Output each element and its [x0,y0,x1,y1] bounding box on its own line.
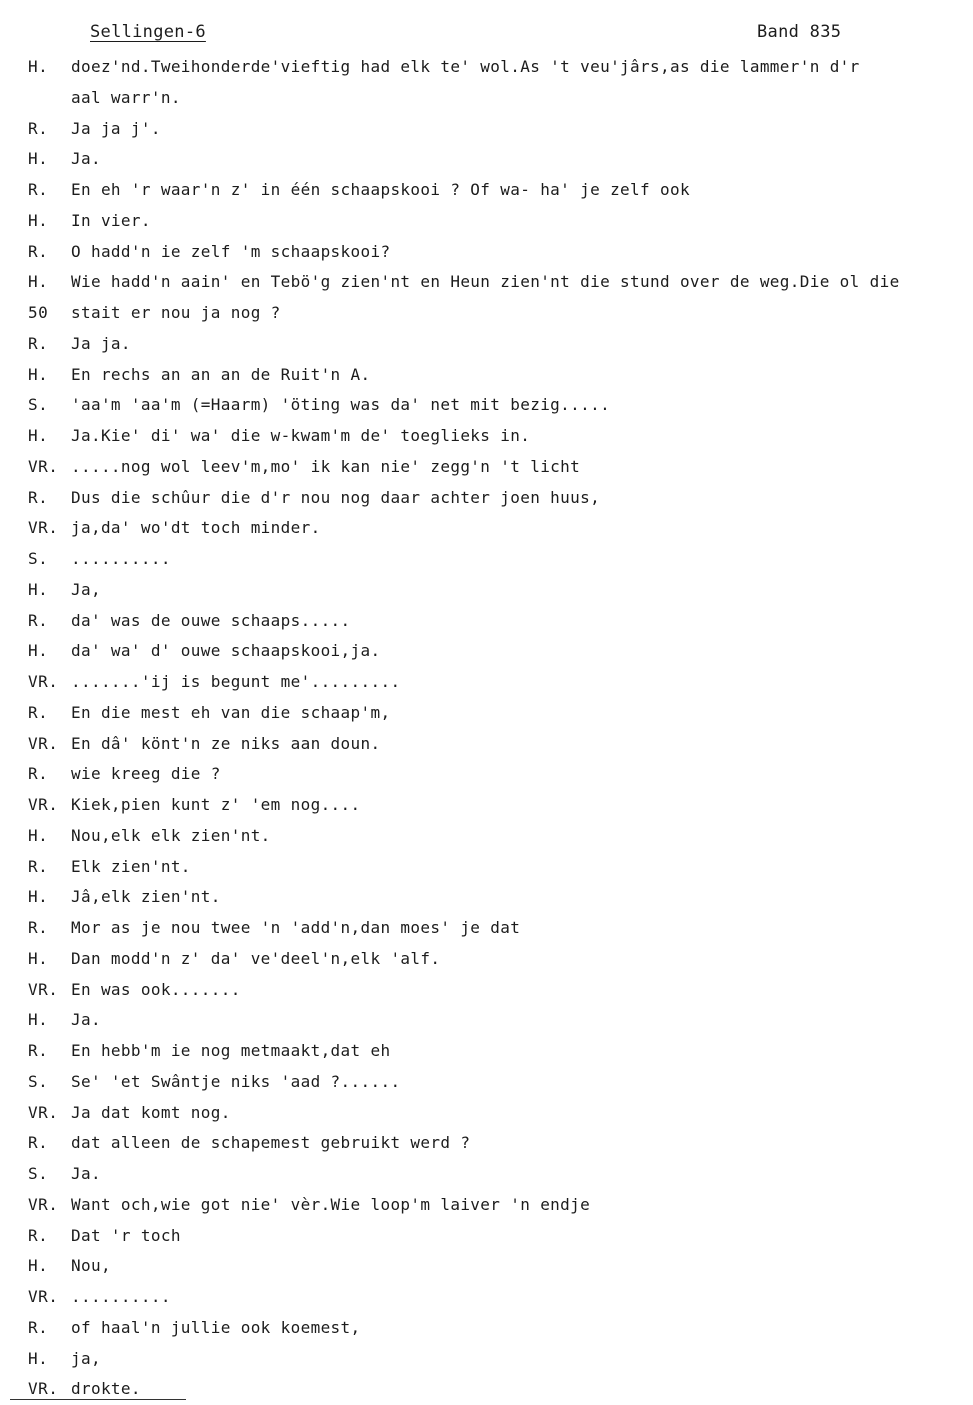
transcript-line [0,698,973,729]
speaker-label: R. [28,241,49,261]
speaker-label: H. [28,641,49,661]
transcript-line [0,237,973,268]
transcript-line [0,83,973,114]
utterance-text: ja,da' wo'dt toch minder. [71,518,321,538]
utterance-text: Se' 'et Swântje niks 'aad ?...... [71,1071,401,1091]
transcript-line [0,882,973,913]
transcript-line [0,483,973,514]
speaker-label: S. [28,1164,49,1183]
transcript-line [0,729,973,760]
utterance-text: En was ook....... [71,979,241,999]
transcript-line [0,144,973,175]
transcript-line [0,667,973,698]
transcript-line [0,1221,973,1252]
utterance-text: Dan modd'n z' da' ve'deel'n,elk 'alf. [71,948,441,968]
speaker-label: H. [28,887,49,907]
utterance-text: Wie hadd'n aain' en Tebö'g zien'nt en Heun zien'nt die stund over de weg.Die ol die [71,272,900,292]
utterance-text: 'aa'm 'aa'm (=Haarm) 'öting was da' net mit bezig..... [71,395,611,415]
transcript-line [0,606,973,637]
utterance-text: dat alleen de schapemest gebruikt werd ? [71,1133,471,1153]
speaker-label: R. [28,118,49,138]
utterance-text: Ja.Kie' di' wa' die w-kwam'm de' toeglieks in. [71,426,531,445]
utterance-text: Nou, [71,1256,111,1276]
utterance-text: Elk zien'nt. [71,856,191,876]
speaker-label: R. [28,764,49,784]
transcript-line [0,1282,973,1313]
utterance-text: of haal'n jullie ook koemest, [71,1317,361,1337]
transcript-body [0,52,973,1405]
speaker-label: 50 [28,303,49,322]
speaker-label: R. [28,333,49,353]
transcript-line [0,452,973,483]
speaker-label: VR. [28,1102,59,1122]
transcript-line [0,390,973,421]
speaker-label: H. [28,579,49,599]
utterance-text: Want och,wie got nie' vèr.Wie loop'm laiver 'n endje [71,1194,591,1214]
speaker-label: H. [28,948,49,968]
transcript-line [0,544,973,575]
transcript-line [0,360,973,391]
transcript-line [0,421,973,452]
utterance-text: Ja. [71,1164,101,1183]
transcript-line [0,267,973,298]
speaker-label: H. [28,272,49,292]
speaker-label: S. [28,549,49,568]
utterance-text: aal warr'n. [71,87,181,107]
transcript-line [0,1005,973,1036]
utterance-text: Ja ja j'. [71,118,161,138]
utterance-text: En hebb'm ie nog metmaakt,dat eh [71,1041,391,1060]
speaker-label: VR. [28,518,59,538]
speaker-label: H. [28,1348,49,1368]
transcript-line [0,1128,973,1159]
band-number: Band 835 [757,22,842,42]
utterance-text: .....nog wol leev'm,mo' ik kan nie' zegg'n 't licht [71,456,581,476]
utterance-text: Ja ja. [71,333,131,353]
speaker-label: R. [28,702,49,722]
transcript-line [0,175,973,206]
speaker-label: R. [28,856,49,876]
speaker-label: VR. [28,733,59,753]
transcript-line [0,852,973,883]
transcript-line [0,1344,973,1375]
utterance-text: da' was de ouwe schaaps..... [71,610,351,630]
speaker-label: H. [28,426,49,445]
transcript-line [0,975,973,1006]
transcript-line [0,1374,973,1405]
speaker-label: S. [28,1071,49,1091]
transcript-line [0,52,973,83]
utterance-text: En eh 'r waar'n z' in één schaapskooi ? Of wa- ha' je zelf ook [71,180,690,199]
transcript-line [0,759,973,790]
transcript-line [0,1159,973,1190]
footer-rule [10,1399,186,1400]
speaker-label: H. [28,210,49,230]
speaker-label: VR. [28,456,59,476]
utterance-text: .......... [71,1287,171,1306]
speaker-label: H. [28,364,49,384]
speaker-label: R. [28,180,49,199]
transcript-line [0,636,973,667]
utterance-text: .......'ij is begunt me'......... [71,672,401,691]
utterance-text: Ja. [71,1010,101,1030]
transcript-line [0,821,973,852]
utterance-text: In vier. [71,210,151,230]
utterance-text: Jâ,elk zien'nt. [71,887,221,907]
document-title: Sellingen-6 [90,22,206,42]
utterance-text: doez'nd.Tweihonderde'vieftig had elk te' wol.As 't veu'jârs,as die lammer'n d'r [71,57,860,76]
transcript-line [0,1098,973,1129]
speaker-label: R. [28,610,49,630]
utterance-text: Dat 'r toch [71,1225,181,1245]
utterance-text: drokte. [71,1379,141,1399]
utterance-text: En die mest eh van die schaap'm, [71,702,391,722]
utterance-text: ja, [71,1348,101,1368]
utterance-text: Ja, [71,579,101,599]
utterance-text: Ja dat komt nog. [71,1102,231,1122]
speaker-label: S. [28,395,49,415]
utterance-text: Dus die schûur die d'r nou nog daar achter joen huus, [71,487,601,507]
speaker-label: H. [28,1010,49,1030]
speaker-label: VR. [28,1379,59,1399]
transcript-line [0,1190,973,1221]
speaker-label: VR. [28,1287,59,1306]
transcript-line [0,114,973,145]
utterance-text: stait er nou ja nog ? [71,303,281,322]
speaker-label: R. [28,1133,49,1153]
transcript-line [0,206,973,237]
transcript-line [0,298,973,329]
speaker-label: R. [28,1317,49,1337]
speaker-label: VR. [28,795,59,814]
page-header [0,22,973,48]
transcript-line [0,1067,973,1098]
utterance-text: da' wa' d' ouwe schaapskooi,ja. [71,641,381,661]
utterance-text: Ja. [71,149,101,169]
transcript-line [0,1251,973,1282]
speaker-label: R. [28,487,49,507]
speaker-label: H. [28,149,49,169]
transcript-line [0,513,973,544]
transcript-line [0,575,973,606]
utterance-text: wie kreeg die ? [71,764,221,784]
transcript-line [0,944,973,975]
speaker-label: H. [28,57,49,76]
speaker-label: H. [28,825,49,845]
utterance-text: En rechs an an an de Ruit'n A. [71,364,371,384]
speaker-label: H. [28,1256,49,1276]
utterance-text: Nou,elk elk zien'nt. [71,825,271,845]
utterance-text: O hadd'n ie zelf 'm schaapskooi? [71,241,391,261]
transcript-line [0,329,973,360]
transcript-line [0,790,973,821]
transcript-line [0,1313,973,1344]
speaker-label: R. [28,918,49,937]
utterance-text: En dâ' könt'n ze niks aan doun. [71,733,381,753]
transcript-line [0,913,973,944]
speaker-label: R. [28,1041,49,1060]
utterance-text: Mor as je nou twee 'n 'add'n,dan moes' je dat [71,918,521,937]
speaker-label: VR. [28,979,59,999]
speaker-label: R. [28,1225,49,1245]
utterance-text: .......... [71,549,171,568]
speaker-label: VR. [28,1194,59,1214]
speaker-label: VR. [28,672,59,691]
utterance-text: Kiek,pien kunt z' 'em nog.... [71,795,361,814]
transcript-line [0,1036,973,1067]
